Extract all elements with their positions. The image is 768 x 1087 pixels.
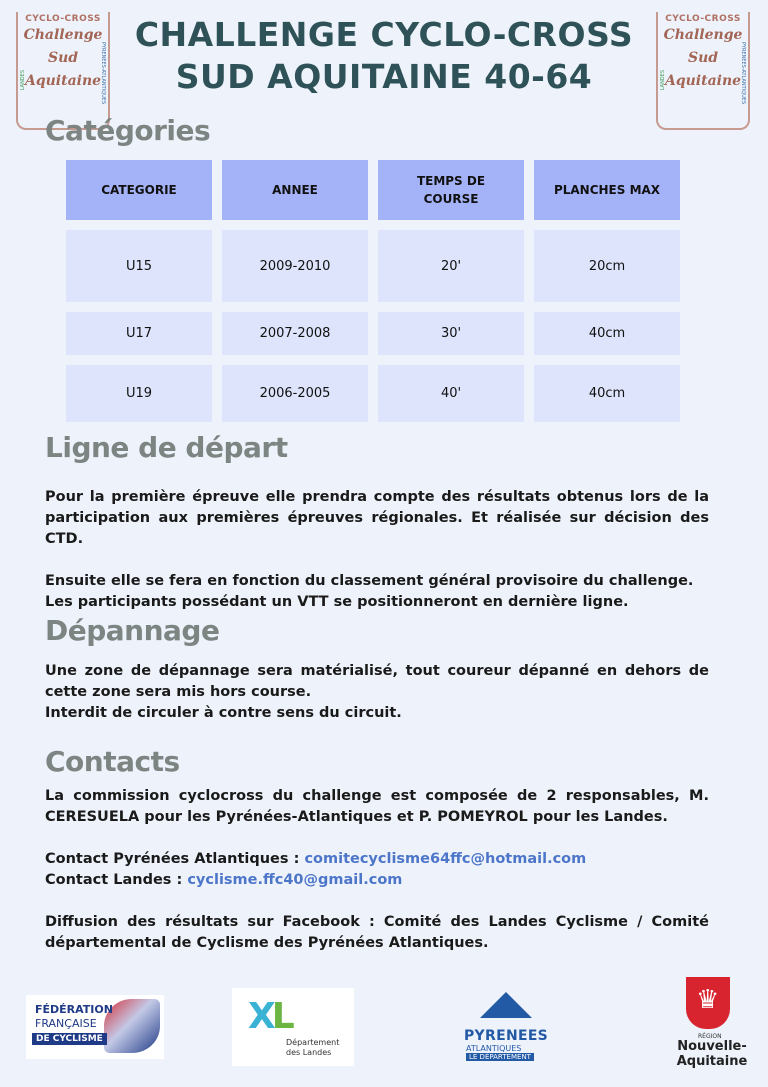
- section-heading-categories: Catégories: [45, 114, 211, 147]
- contacts-paragraph-1: La commission cyclocross du challenge est composée de 2 responsables, M. CERESUELA pour les Pyrénées-Atlantiques et P. POMEYROL pour les Landes.: [45, 788, 709, 825]
- logo-line1: Challenge: [23, 27, 103, 43]
- cell-planches: 40cm: [534, 365, 680, 422]
- cell-temps: 30': [378, 312, 524, 355]
- cell-annee: 2006-2005: [222, 365, 368, 422]
- logo-side-left: LANDES: [20, 70, 26, 91]
- cell-planches: 40cm: [534, 312, 680, 355]
- na-region-label: RÉGION: [698, 1033, 722, 1040]
- table-row: [66, 365, 680, 422]
- ffc-text-1: FÉDÉRATION: [35, 1003, 113, 1016]
- categories-table: [56, 150, 690, 432]
- cell-temps: 40': [378, 365, 524, 422]
- header-planches: PLANCHES MAX: [534, 160, 680, 220]
- na-name-1: Nouvelle-: [677, 1039, 747, 1054]
- cell-annee: 2009-2010: [222, 230, 368, 302]
- section-heading-depannage: Dépannage: [45, 614, 220, 647]
- cell-categorie: U15: [66, 230, 212, 302]
- xl-caption-2: des Landes: [286, 1048, 332, 1057]
- contact-landes-label: Contact Landes :: [45, 872, 183, 888]
- ffc-text-3: DE CYCLISME: [32, 1033, 107, 1045]
- logo-line2: Sud: [47, 50, 79, 66]
- depart-text: [45, 487, 709, 613]
- na-name-2: Aquitaine: [676, 1054, 748, 1069]
- header-temps: [378, 160, 524, 220]
- pyrenees-atlantiques-logo: [462, 990, 550, 1064]
- table-header-row: [66, 160, 680, 220]
- contact-pa-label: Contact Pyrénées Atlantiques :: [45, 851, 300, 867]
- depart-paragraph-3: Les participants possédant un VTT se positionneront en dernière ligne.: [45, 594, 629, 610]
- header-categorie: CATEGORIE: [66, 160, 212, 220]
- table-row: [66, 230, 680, 302]
- landes-department-logo: [232, 988, 354, 1066]
- pyr-text-3: LE DÉPARTEMENT: [466, 1053, 534, 1061]
- logo-line2: Sud: [687, 50, 719, 66]
- table-row: [66, 312, 680, 355]
- na-name: [674, 1039, 750, 1069]
- nouvelle-aquitaine-logo: [670, 975, 750, 1075]
- header-temps-text: TEMPS DE COURSE: [416, 174, 486, 206]
- xl-mark-x: X: [248, 996, 272, 1037]
- challenge-logo-left: [16, 12, 110, 130]
- depannage-paragraph-1: Une zone de dépannage sera matérialisé, tout coureur dépanné en dehors de cette zone sera mis hors course.: [45, 663, 709, 700]
- contact-pa-line: [45, 849, 709, 870]
- depannage-paragraph-2: Interdit de circuler à contre sens du circuit.: [45, 705, 402, 721]
- title-line1: CHALLENGE CYCLO-CROSS: [134, 15, 634, 54]
- logo-side-left: LANDES: [660, 70, 666, 91]
- depannage-text: [45, 661, 709, 724]
- contacts-text: [45, 786, 709, 954]
- contact-landes-email-link[interactable]: cyclisme.ffc40@gmail.com: [187, 872, 403, 888]
- mountain-icon: [480, 992, 532, 1018]
- cell-temps: 20': [378, 230, 524, 302]
- section-heading-contacts: Contacts: [45, 745, 180, 778]
- logo-side-right: PYRENEES-ATLANTIQUES: [100, 42, 106, 105]
- cell-planches: 20cm: [534, 230, 680, 302]
- logo-line3: Aquitaine: [24, 73, 102, 89]
- xl-mark: [248, 996, 291, 1037]
- contacts-facebook-paragraph: Diffusion des résultats sur Facebook : Comité des Landes Cyclisme / Comité départemental de Cyclisme des Pyrénées Atlantiques.: [45, 914, 709, 951]
- header-annee: ANNEE: [222, 160, 368, 220]
- pyr-text-2: ATLANTIQUES: [466, 1044, 522, 1053]
- challenge-logo-right: [656, 12, 750, 130]
- cell-categorie: U19: [66, 365, 212, 422]
- lion-shield-icon: ♛: [686, 977, 730, 1029]
- cell-annee: 2007-2008: [222, 312, 368, 355]
- logo-line1: Challenge: [663, 27, 743, 43]
- contact-landes-line: [45, 870, 709, 891]
- logo-arc-text: CYCLO-CROSS: [665, 14, 741, 24]
- cell-categorie: U17: [66, 312, 212, 355]
- title-line2: SUD AQUITAINE 40-64: [175, 57, 593, 96]
- xl-caption-1: Département: [286, 1038, 340, 1047]
- logo-side-right: PYRENEES-ATLANTIQUES: [740, 42, 746, 105]
- logo-line3: Aquitaine: [664, 73, 742, 89]
- xl-mark-l: L: [271, 996, 291, 1037]
- contact-pa-email-link[interactable]: comitecyclisme64ffc@hotmail.com: [304, 851, 587, 867]
- logo-arc-text: CYCLO-CROSS: [25, 14, 101, 24]
- pyr-text-1: PYRENEES: [464, 1028, 549, 1044]
- ffc-logo: [26, 995, 164, 1059]
- depart-paragraph-1: Pour la première épreuve elle prendra compte des résultats obtenus lors de la participation aux premières épreuves régionales. Et réalisée sur décision des CTD.: [45, 489, 709, 547]
- page-title: [120, 14, 648, 98]
- depart-paragraph-2: Ensuite elle se fera en fonction du classement général provisoire du challenge.: [45, 573, 694, 589]
- section-heading-depart: Ligne de départ: [45, 431, 288, 464]
- xl-caption: [286, 1038, 339, 1058]
- ffc-text-2: FRANÇAISE: [35, 1017, 97, 1030]
